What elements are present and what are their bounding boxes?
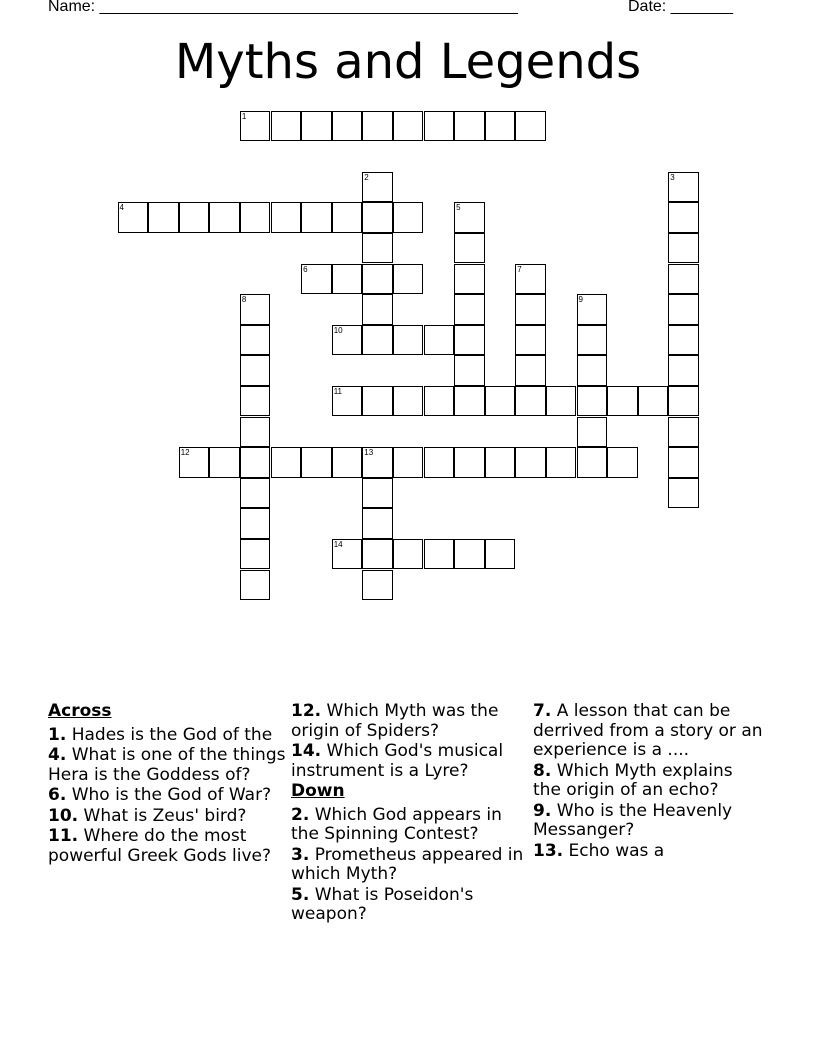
crossword-cell[interactable]: [271, 447, 302, 478]
clue-number: 4: [119, 203, 124, 213]
crossword-cell[interactable]: [424, 325, 455, 356]
crossword-cell[interactable]: [454, 386, 485, 417]
crossword-cell[interactable]: [577, 355, 608, 386]
clue-item-number: 4.: [48, 745, 67, 765]
crossword-cell[interactable]: [362, 202, 393, 233]
crossword-cell[interactable]: [485, 111, 516, 142]
crossword-cell[interactable]: [454, 355, 485, 386]
crossword-cell[interactable]: [668, 264, 699, 295]
clue-item: [48, 807, 288, 827]
crossword-cell[interactable]: [515, 294, 546, 325]
clue-item-number: 1.: [48, 724, 67, 745]
crossword-cell[interactable]: [240, 570, 271, 601]
clue-item: [291, 742, 526, 781]
crossword-cell[interactable]: [668, 478, 699, 509]
crossword-cell[interactable]: [118, 202, 149, 233]
crossword-cell[interactable]: [515, 264, 546, 295]
crossword-cell[interactable]: [607, 386, 638, 417]
crossword-cell[interactable]: [332, 325, 363, 356]
crossword-cell[interactable]: [668, 233, 699, 264]
clue-item: [291, 846, 526, 885]
crossword-cell[interactable]: [515, 386, 546, 417]
crossword-cell[interactable]: [485, 539, 516, 570]
crossword-cell[interactable]: [240, 447, 271, 478]
page-title: Myths and Legends: [174, 34, 642, 90]
clue-item: [48, 827, 288, 866]
clue-item-number: 14.: [291, 741, 322, 761]
clue-item-number: 3.: [291, 844, 310, 865]
crossword-cell[interactable]: [668, 386, 699, 417]
clue-item-number: 7.: [533, 701, 552, 721]
crossword-cell[interactable]: [668, 294, 699, 325]
crossword-cell[interactable]: [362, 478, 393, 509]
clue-number: 7: [517, 264, 522, 274]
crossword-cell[interactable]: [393, 111, 424, 142]
crossword-cell[interactable]: [454, 264, 485, 295]
crossword-cell[interactable]: [424, 539, 455, 570]
crossword-cell[interactable]: [454, 539, 485, 570]
crossword-cell[interactable]: [546, 386, 577, 417]
clue-item-number: 13.: [533, 840, 564, 861]
name-field[interactable]: Name: _______________________________________________: [48, 0, 518, 15]
crossword-cell[interactable]: [424, 447, 455, 478]
clue-item-number: 5.: [291, 884, 310, 905]
crossword-cell[interactable]: [332, 539, 363, 570]
clue-item: [533, 762, 763, 801]
clue-item-number: 2.: [291, 804, 310, 825]
clue-item-text: Which Myth explains the origin of an echo?: [533, 760, 733, 800]
crossword-cell[interactable]: [362, 172, 393, 203]
clue-number: 9: [578, 295, 583, 305]
across-heading: Across: [48, 701, 112, 721]
crossword-cell[interactable]: [577, 417, 608, 448]
crossword-cell[interactable]: [362, 111, 393, 142]
down-heading: Down: [291, 781, 345, 801]
crossword-cell[interactable]: [393, 386, 424, 417]
crossword-cell[interactable]: [454, 111, 485, 142]
clues-column-1: [48, 702, 288, 867]
crossword-cell[interactable]: [393, 264, 424, 295]
crossword-cell[interactable]: [332, 202, 363, 233]
clue-item: [533, 702, 763, 761]
crossword-cell[interactable]: [332, 447, 363, 478]
clue-item-text: Hades is the God of the: [66, 724, 273, 745]
crossword-cell[interactable]: [424, 386, 455, 417]
crossword-cell[interactable]: [179, 447, 210, 478]
crossword-cell[interactable]: [485, 386, 516, 417]
crossword-cell[interactable]: [362, 570, 393, 601]
crossword-cell[interactable]: [454, 202, 485, 233]
crossword-cell[interactable]: [240, 111, 271, 142]
clue-number: 2: [364, 172, 369, 182]
crossword-cell[interactable]: [577, 325, 608, 356]
crossword-cell[interactable]: [577, 447, 608, 478]
crossword-cell[interactable]: [668, 417, 699, 448]
crossword-cell[interactable]: [209, 202, 240, 233]
crossword-cell[interactable]: [454, 294, 485, 325]
crossword-cell[interactable]: [148, 202, 179, 233]
crossword-cell[interactable]: [240, 478, 271, 509]
crossword-cell[interactable]: [362, 386, 393, 417]
clue-item: [48, 786, 288, 806]
clue-item-text: Which Myth was the origin of Spiders?: [291, 701, 499, 741]
clue-number: 12: [180, 448, 190, 458]
clue-item-text: Which God's musical instrument is a Lyre?: [291, 741, 504, 781]
crossword-cell[interactable]: [240, 508, 271, 539]
crossword-cell[interactable]: [515, 325, 546, 356]
crossword-cell[interactable]: [240, 355, 271, 386]
clue-item-number: 11.: [48, 826, 79, 846]
crossword-cell[interactable]: [454, 447, 485, 478]
crossword-cell[interactable]: [301, 447, 332, 478]
clue-item-text: Who is the God of War?: [66, 785, 272, 805]
crossword-cell[interactable]: [332, 111, 363, 142]
crossword-cell[interactable]: [638, 386, 669, 417]
crossword-cell[interactable]: [393, 447, 424, 478]
clue-item: [533, 842, 763, 862]
clue-item: [291, 806, 526, 845]
crossword-cell[interactable]: [332, 386, 363, 417]
crossword-cell[interactable]: [515, 111, 546, 142]
clue-number: 6: [303, 264, 308, 274]
crossword-cell[interactable]: [271, 111, 302, 142]
crossword-cell[interactable]: [240, 386, 271, 417]
clue-item-number: 6.: [48, 785, 67, 805]
crossword-cell[interactable]: [668, 447, 699, 478]
crossword-cell[interactable]: [362, 264, 393, 295]
clue-number: 8: [241, 295, 247, 305]
crossword-cell[interactable]: [271, 202, 302, 233]
clue-item-text: What is Poseidon's weapon?: [291, 884, 474, 924]
crossword-cell[interactable]: [362, 508, 393, 539]
clue-item-text: Echo was a: [563, 840, 665, 861]
clue-number: 3: [670, 172, 675, 182]
clue-item-text: A lesson that can be derrived from a story or an experience is a ....: [533, 701, 763, 760]
clue-item-text: What is Zeus' bird?: [78, 805, 247, 826]
clue-item: [291, 886, 526, 925]
crossword-cell[interactable]: [240, 539, 271, 570]
clue-item: [291, 702, 526, 741]
crossword-cell[interactable]: [454, 233, 485, 264]
crossword-cell[interactable]: [546, 447, 577, 478]
crossword-cell[interactable]: [362, 447, 393, 478]
crossword-cell[interactable]: [515, 355, 546, 386]
crossword-cell[interactable]: [577, 386, 608, 417]
clue-number: 13: [364, 448, 374, 458]
clue-number: 10: [333, 325, 343, 335]
crossword-cell[interactable]: [240, 294, 271, 325]
crossword-cell[interactable]: [668, 355, 699, 386]
clue-item-text: Who is the Heavenly Messanger?: [533, 800, 733, 840]
clue-item-text: What is one of the things Hera is the Goddess of?: [48, 745, 286, 785]
clue-number: 14: [333, 539, 343, 549]
clue-item-text: Where do the most powerful Greek Gods live?: [48, 826, 272, 866]
crossword-cell[interactable]: [362, 539, 393, 570]
crossword-cell[interactable]: [179, 202, 210, 233]
crossword-cell[interactable]: [240, 325, 271, 356]
crossword-cell[interactable]: [607, 447, 638, 478]
crossword-cell[interactable]: [301, 202, 332, 233]
crossword-cell[interactable]: [362, 294, 393, 325]
crossword-cell[interactable]: [485, 447, 516, 478]
crossword-cell[interactable]: [515, 447, 546, 478]
crossword-cell[interactable]: [209, 447, 240, 478]
crossword-cell[interactable]: [668, 172, 699, 203]
clue-number: 5: [456, 203, 461, 213]
clue-item-text: Which God appears in the Spinning Contest?: [291, 804, 502, 844]
crossword-cell[interactable]: [577, 294, 608, 325]
crossword-cell[interactable]: [668, 325, 699, 356]
crossword-cell[interactable]: [668, 202, 699, 233]
date-field[interactable]: Date: _______: [628, 0, 733, 15]
clue-item: [48, 726, 288, 746]
crossword-cell[interactable]: [240, 202, 271, 233]
crossword-cell[interactable]: [454, 325, 485, 356]
clue-number: 11: [333, 386, 342, 396]
crossword-cell[interactable]: [393, 202, 424, 233]
crossword-cell[interactable]: [393, 325, 424, 356]
crossword-cell[interactable]: [362, 325, 393, 356]
clue-item-number: 9.: [533, 800, 552, 821]
clues-column-2: [291, 702, 526, 926]
crossword-cell[interactable]: [240, 417, 271, 448]
clue-item: [533, 802, 763, 841]
clues-column-3: [533, 702, 763, 862]
crossword-cell[interactable]: [301, 111, 332, 142]
clue-item: [48, 746, 288, 785]
crossword-cell[interactable]: [301, 264, 332, 295]
clue-number: 1: [241, 111, 247, 121]
crossword-cell[interactable]: [424, 111, 455, 142]
crossword-cell[interactable]: [362, 233, 393, 264]
clue-item-number: 12.: [291, 701, 322, 721]
clue-item-number: 10.: [48, 805, 79, 826]
clue-item-number: 8.: [533, 760, 552, 781]
crossword-cell[interactable]: [332, 264, 363, 295]
clue-item-text: Prometheus appeared in which Myth?: [291, 844, 524, 884]
crossword-cell[interactable]: [393, 539, 424, 570]
